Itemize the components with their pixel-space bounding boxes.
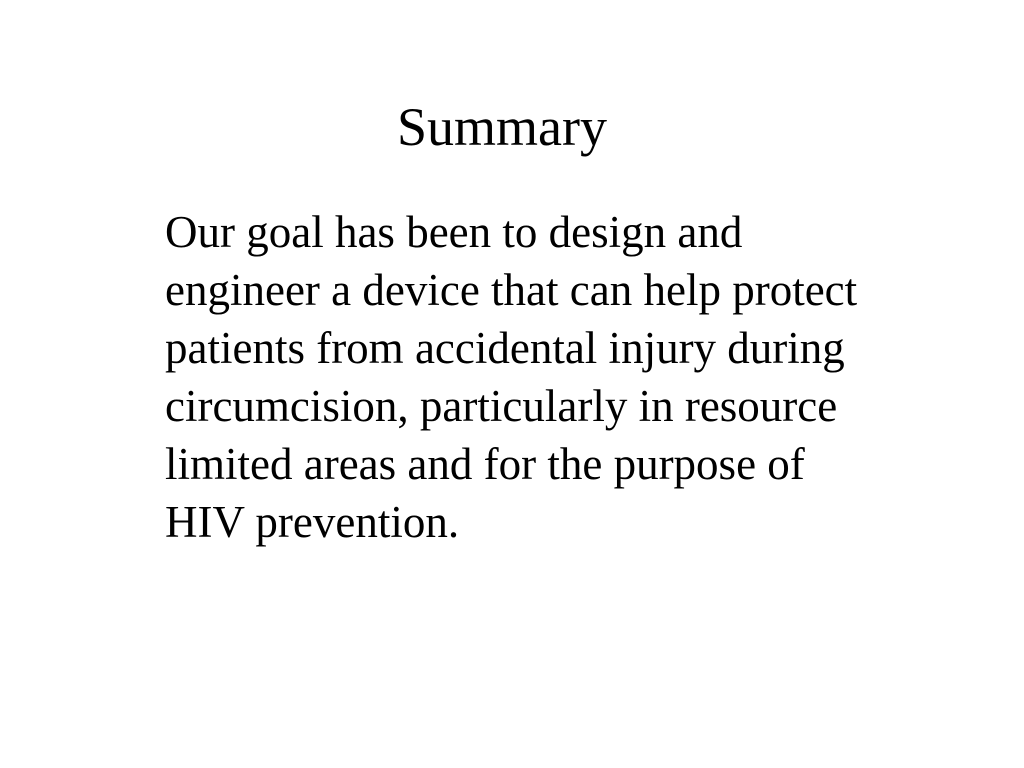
summary-paragraph: [165, 203, 985, 551]
slide-title: Summary: [397, 97, 607, 157]
body-line: engineer a device that can help protect: [165, 265, 858, 315]
body-line: circumcision, particularly in resource: [165, 381, 838, 431]
body-line: Our goal has been to design and: [165, 207, 743, 257]
body-line: HIV prevention.: [165, 497, 460, 547]
body-line: limited areas and for the purpose of: [165, 439, 805, 489]
body-line: patients from accidental injury during: [165, 323, 845, 373]
